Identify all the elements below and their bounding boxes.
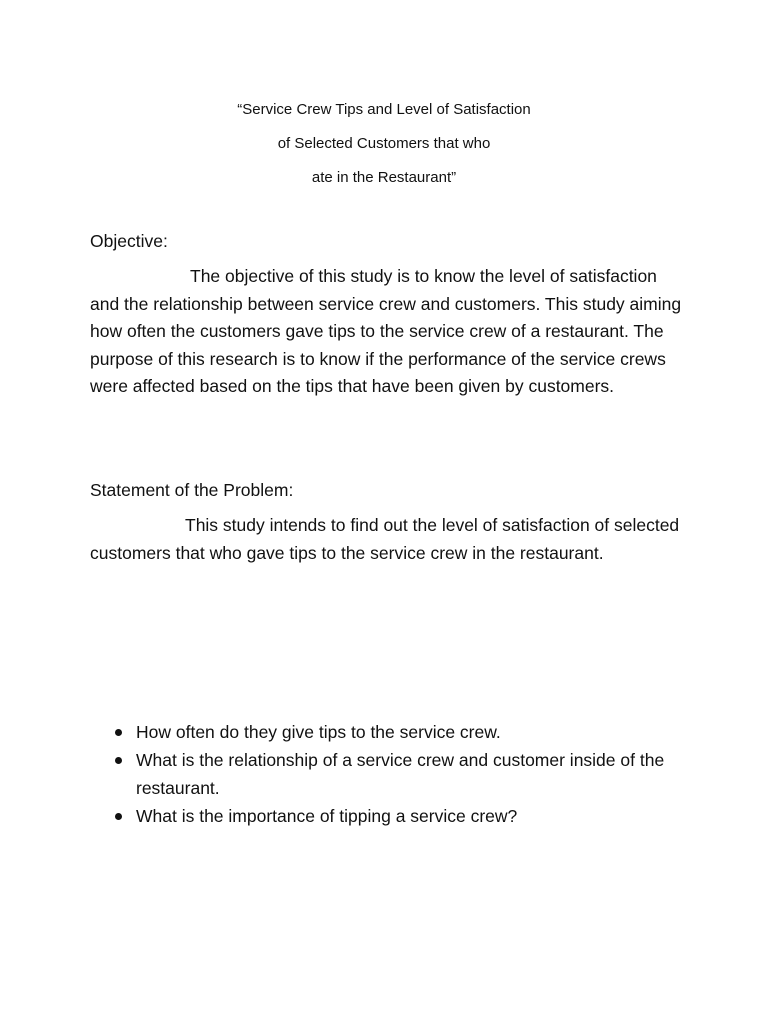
title-line-2: of Selected Customers that who [277,135,491,152]
list-item [90,802,690,830]
problem-paragraph [90,512,690,567]
title-line-3: ate in the Restaurant” [311,169,457,186]
list-item [90,746,690,802]
objective-heading: Objective: [90,231,168,251]
document-title [0,93,768,195]
bullet-icon [115,729,122,736]
objective-text: The objective of this study is to know the level of satisfaction and the relationship between service crew and customers. This study aiming how often the customers gave tips to the service crew of a restaurant. The purpose of this research is to know if the performance of the service crews were affected based on the tips that have been given by customers. [90,266,682,396]
list-item-text: How often do they give tips to the service crew. [136,722,501,742]
problem-heading: Statement of the Problem: [90,480,294,500]
objective-paragraph [90,263,690,401]
list-item [90,718,690,746]
bullet-icon [115,757,122,764]
list-item-text: What is the relationship of a service crew and customer inside of the restaurant. [136,750,665,798]
list-item-text: What is the importance of tipping a service crew? [136,806,518,826]
problem-text: This study intends to find out the level of satisfaction of selected customers that who gave tips to the service crew in the restaurant. [90,515,680,563]
question-list [90,718,690,830]
bullet-icon [115,813,122,820]
title-line-1: “Service Crew Tips and Level of Satisfaction [237,101,531,118]
